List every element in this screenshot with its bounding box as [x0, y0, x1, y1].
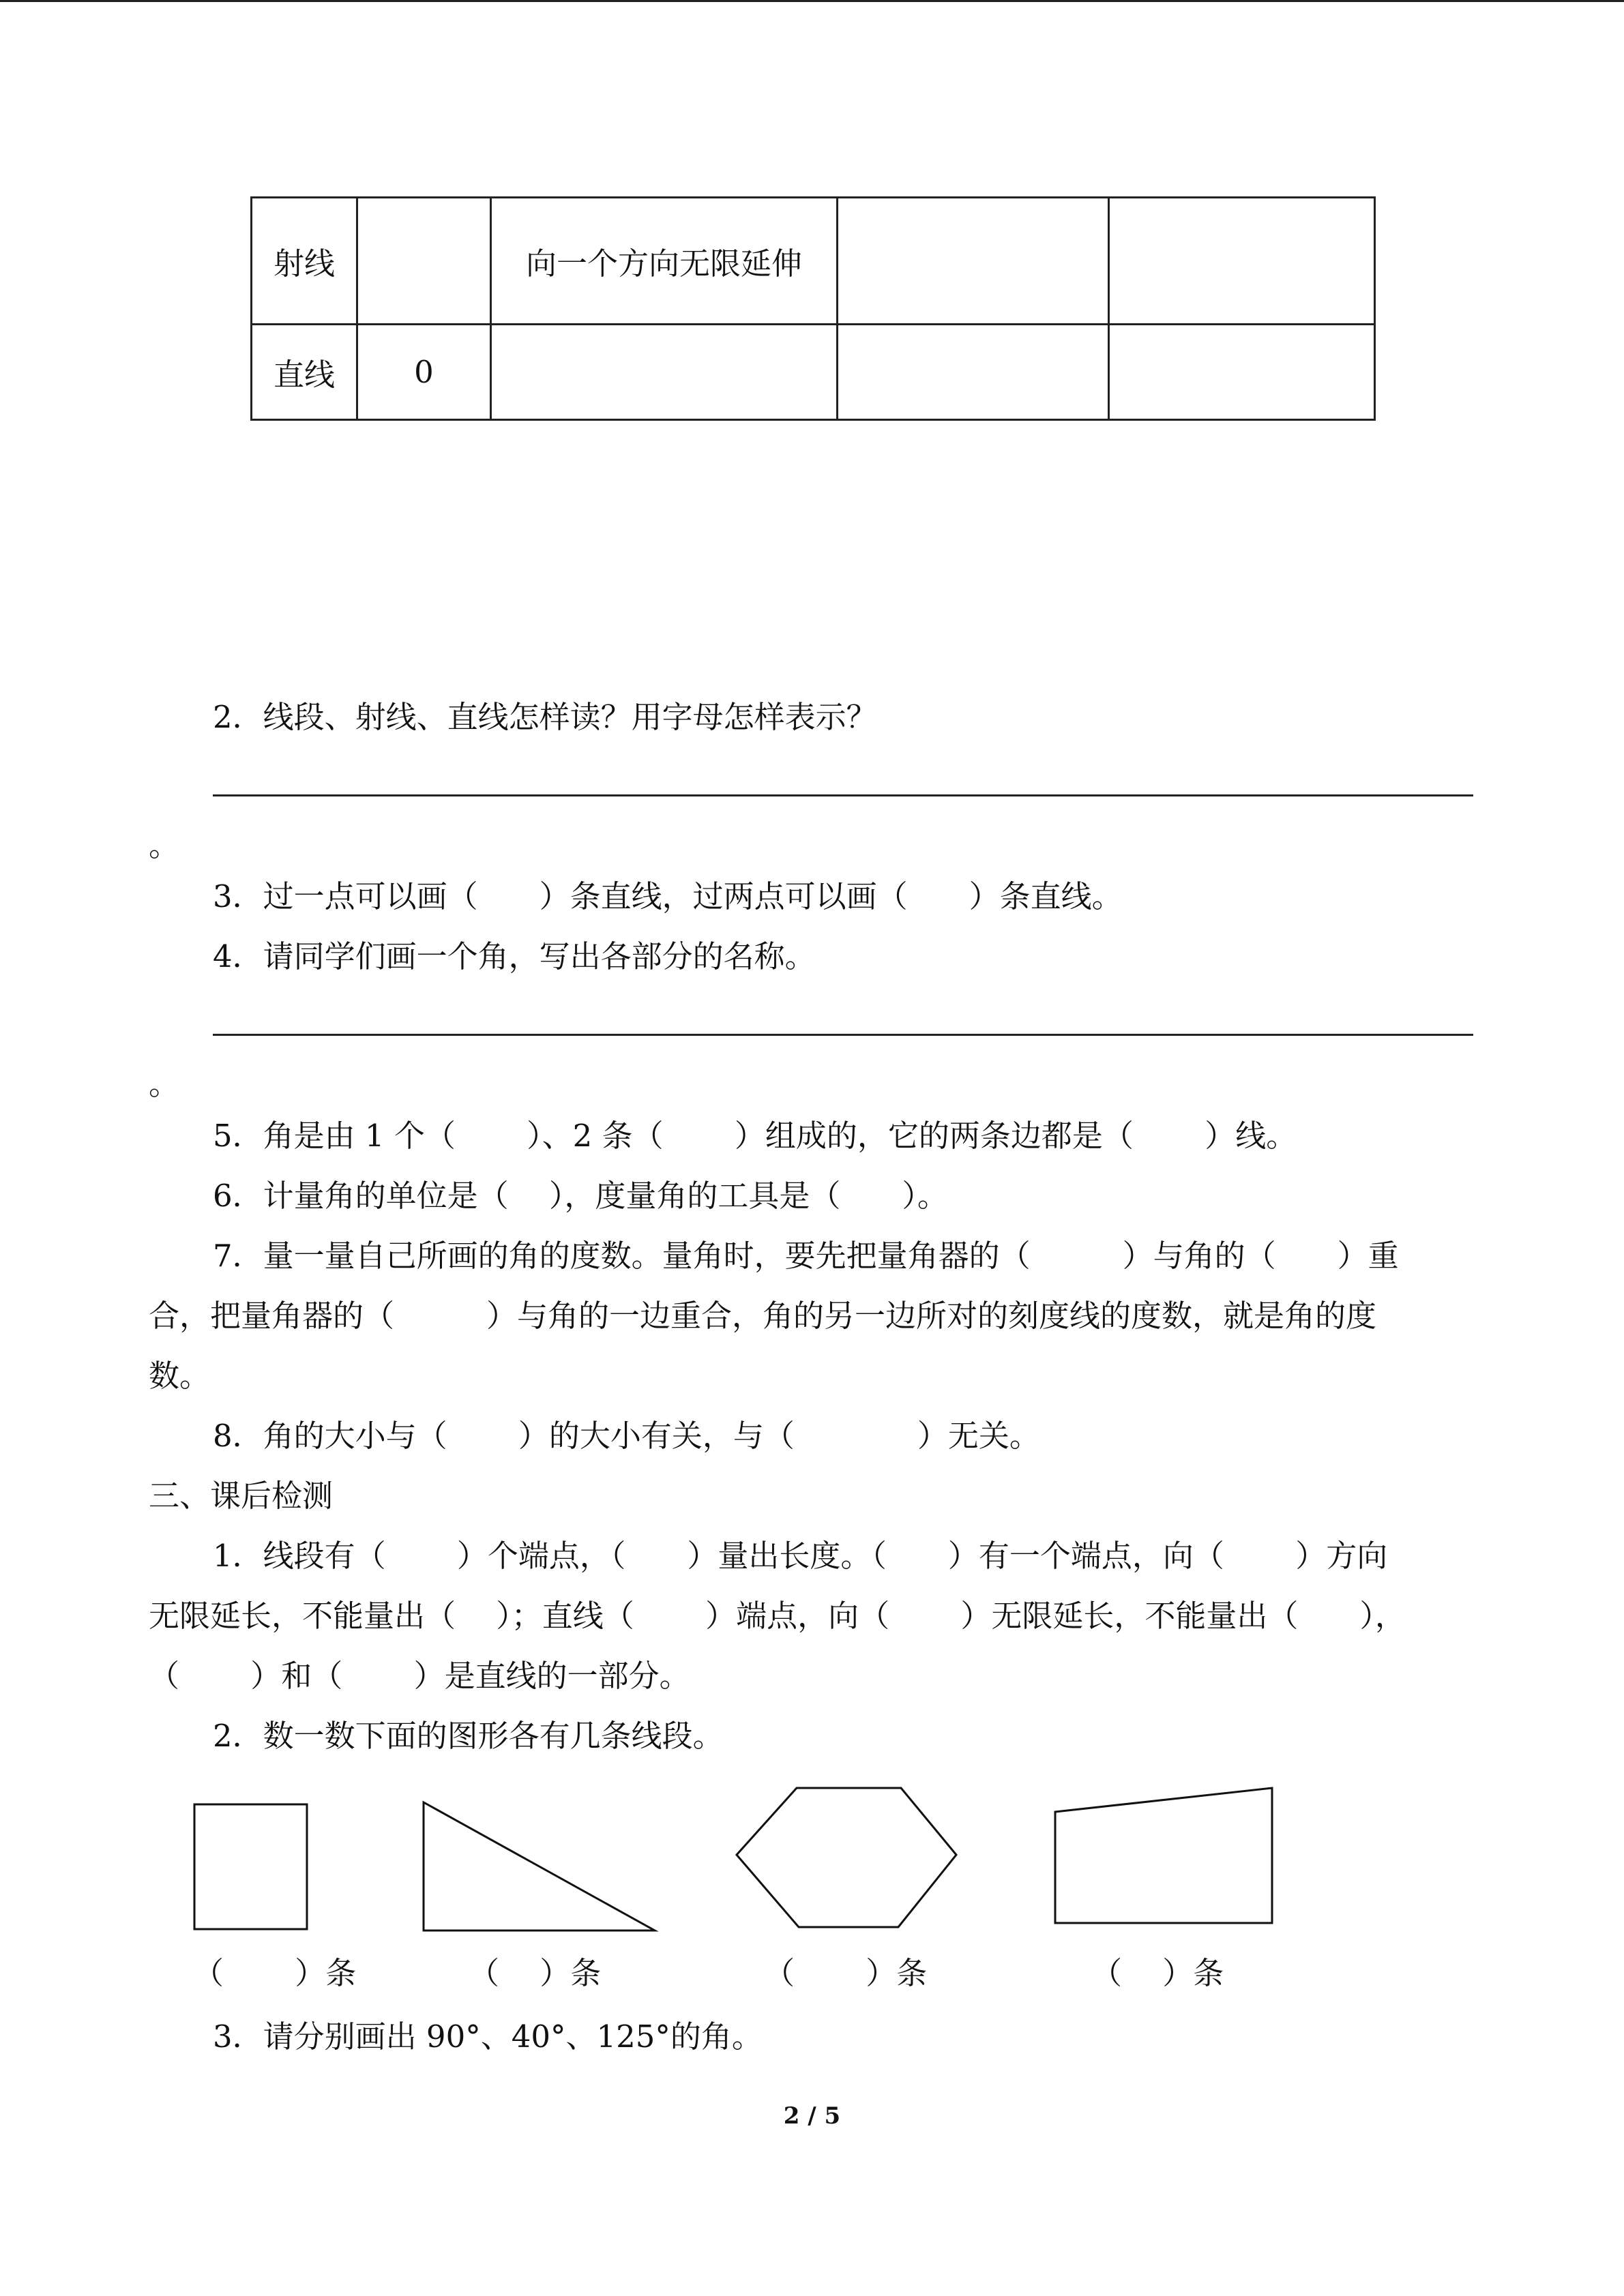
question-5: 5．角是由 1 个（ ）、2 条（ ）组成的，它的两条边都是（ ）线。	[213, 1118, 1297, 1154]
answer-line-q2-end: 。	[149, 827, 180, 863]
triangle-count-blank[interactable]: （ ）条	[469, 1955, 602, 1991]
square-count-blank[interactable]: （ ）条	[193, 1955, 357, 1991]
table-row-ray	[252, 198, 1375, 325]
question-3: 3．过一点可以画（ ）条直线，过两点可以画（ ）条直线。	[213, 878, 1123, 914]
trapezoid-count-blank[interactable]: （ ）条	[1091, 1955, 1224, 1991]
right-triangle-shape	[424, 1802, 655, 1930]
check-question-1-line-1: 1．线段有（ ）个端点，（ ）量出长度。（ ）有一个端点，向（ ）方向	[213, 1538, 1388, 1574]
answer-line-q2[interactable]	[213, 794, 1473, 796]
question-7-line-1: 7．量一量自己所画的角的度数。量角时，要先把量角器的（ ）与角的（ ）重	[213, 1238, 1399, 1274]
hexagon-shape	[737, 1788, 956, 1927]
table-cell-ray-col5	[1109, 198, 1375, 325]
section-3-heading: 三、课后检测	[149, 1478, 334, 1514]
answer-line-q4-end: 。	[149, 1066, 180, 1102]
shapes-figure	[177, 1773, 1296, 1943]
table-cell-line-name: 直线	[252, 325, 357, 420]
table-cell-line-col4	[838, 325, 1109, 420]
concept-table	[250, 196, 1376, 421]
page-number: 2 / 5	[783, 2102, 841, 2130]
page-top-border	[0, 0, 1624, 2]
table-cell-ray-name: 射线	[252, 198, 357, 325]
check-question-1-line-2: 无限延长，不能量出（ ）；直线（ ）端点，向（ ）无限延长，不能量出（ ），	[149, 1598, 1406, 1634]
check-question-2: 2．数一数下面的图形各有几条线段。	[213, 1718, 724, 1754]
trapezoid-shape	[1055, 1788, 1272, 1923]
square-shape	[194, 1804, 307, 1929]
question-8: 8．角的大小与（ ）的大小有关，与（ ）无关。	[213, 1418, 1040, 1454]
table-cell-line-col5	[1109, 325, 1375, 420]
table-cell-ray-col4	[838, 198, 1109, 325]
answer-line-q4[interactable]	[213, 1034, 1473, 1036]
question-7-line-3: 数。	[149, 1358, 211, 1394]
table-cell-ray-description: 向一个方向无限延伸	[491, 198, 838, 325]
table-cell-ray-endpoints	[357, 198, 491, 325]
hexagon-count-blank[interactable]: （ ）条	[764, 1955, 928, 1991]
question-7-line-2: 合，把量角器的（ ）与角的一边重合，角的另一边所对的刻度线的度数，就是角的度	[149, 1298, 1377, 1334]
question-2: 2．线段、射线、直线怎样读？用字母怎样表示？	[213, 699, 877, 735]
check-question-3: 3．请分别画出 90°、40°、125°的角。	[213, 2018, 763, 2055]
table-cell-line-endpoints: 0	[357, 325, 491, 420]
check-question-1-line-3: （ ）和（ ）是直线的一部分。	[149, 1658, 690, 1694]
table-cell-line-description	[491, 325, 838, 420]
question-4: 4．请同学们画一个角，写出各部分的名称。	[213, 938, 816, 974]
table-row-line	[252, 325, 1375, 420]
question-6: 6．计量角的单位是（ ），度量角的工具是（ ）。	[213, 1178, 948, 1214]
